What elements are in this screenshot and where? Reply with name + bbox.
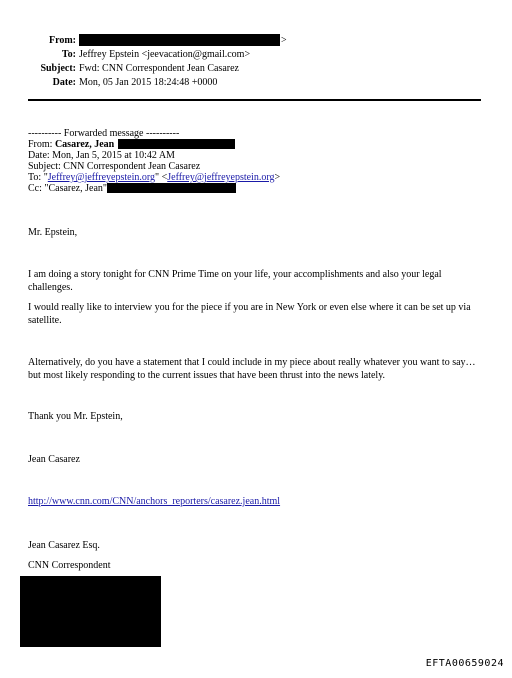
header-subject-row [0,62,512,75]
from-label: From: [48,35,76,46]
header-date-row [0,76,512,89]
subject-value: Fwd: CNN Correspondent Jean Casarez [79,63,239,74]
fwd-from-prefix: From: [28,139,55,150]
header-divider [28,99,481,101]
fwd-from-name: Casarez, Jean [54,139,115,150]
signoff-name: Jean Casarez [28,454,80,465]
header-to-row [0,48,512,61]
date-value: Mon, 05 Jan 2015 18:24:48 +0000 [79,77,218,88]
thanks-line: Thank you Mr. Epstein, [28,411,123,422]
redaction-fwd-from [118,139,235,149]
fwd-to-mid: " < [155,172,168,183]
signature-title: CNN Correspondent [28,560,111,571]
redaction-signature-block [20,576,161,647]
fwd-subject-line: Subject: CNN Correspondent Jean Casarez [28,161,201,172]
fwd-to-email-link-2[interactable]: Jeffrey@jeffreyepstein.org [167,172,275,183]
subject-label: Subject: [40,63,76,74]
date-label: Date: [52,77,76,88]
fwd-cc-line: Cc: "Casarez, Jean" [28,183,107,194]
body-paragraph-2: I would really like to interview you for the piece if you are in New York or even else where it can be set up via satellite. [28,302,471,326]
forwarded-marker: ---------- Forwarded message ---------- [28,128,180,139]
fwd-to-suffix: > [274,172,281,183]
header-from-row [0,34,512,47]
redaction-from [79,34,280,46]
body-paragraph-3: Alternatively, do you have a statement that I could include in my piece about really whatever you want to say… but most likely responding to the current issues that have been thrust into the news lately. [28,357,476,381]
to-value: Jeffrey Epstein <jeevacation@gmail.com> [79,49,251,60]
fwd-to-prefix: To: " [28,172,48,183]
redaction-cc [107,183,236,193]
signature-name: Jean Casarez Esq. [28,540,100,551]
to-label: To: [61,49,76,60]
fwd-date-line: Date: Mon, Jan 5, 2015 at 10:42 AM [28,150,175,161]
body-paragraph-1: I am doing a story tonight for CNN Prime Time on your life, your accomplishments and also your legal challenges. [28,269,442,293]
from-suffix: > [281,35,287,46]
bates-number: EFTA00659024 [425,658,504,669]
profile-url-link[interactable]: http://www.cnn.com/CNN/anchors_reporters/casarez.jean.html [28,496,281,507]
salutation: Mr. Epstein, [28,227,78,238]
fwd-to-email-link[interactable]: Jeffrey@jeffreyepstein.org [47,172,156,183]
